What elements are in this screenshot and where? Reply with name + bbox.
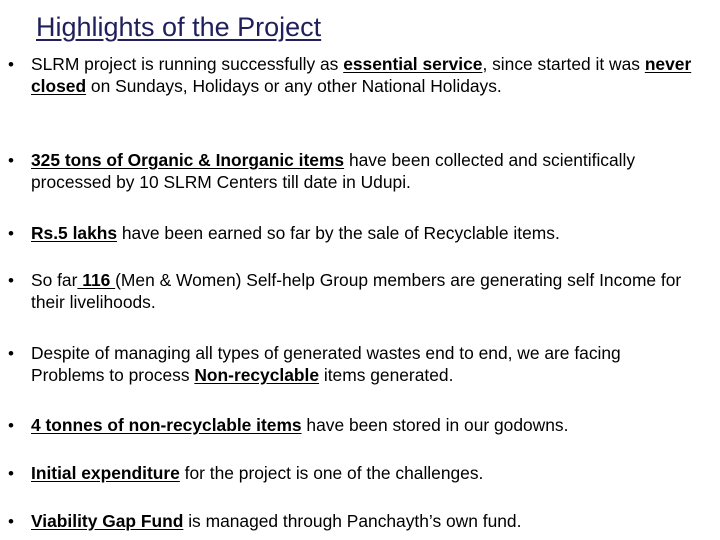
- bullet-dot: •: [8, 151, 14, 170]
- bullet-text: [31, 53, 696, 97]
- bullet-text: [31, 414, 696, 436]
- bullet-highlight: Rs.5 lakhs: [31, 223, 118, 243]
- bullet-text-part: is managed through Panchayth’s own fund.: [183, 511, 522, 531]
- bullet-text-part: on Sundays, Holidays or any other National Holidays.: [86, 76, 502, 96]
- bullet-text-part: have been stored in our godowns.: [301, 415, 569, 435]
- bullet-dot: •: [8, 55, 14, 74]
- bullet-text-part: for the project is one of the challenges.: [179, 463, 484, 483]
- bullet-text: [31, 342, 696, 386]
- bullet-dot: •: [8, 344, 14, 363]
- bullet-text: [31, 149, 696, 193]
- bullet-text-part: , since started it was: [482, 54, 645, 74]
- bullet-highlight: 325 tons of Organic & Inorganic items: [31, 150, 345, 170]
- bullet-text-part: So far: [31, 270, 78, 290]
- bullet-text: [31, 222, 696, 244]
- bullet-highlight: 116: [77, 270, 116, 290]
- bullet-dot: •: [8, 224, 14, 243]
- bullet-text-part: SLRM project is running successfully as: [31, 54, 344, 74]
- bullet-dot: •: [8, 464, 14, 483]
- bullet-highlight: Viability Gap Fund: [31, 511, 184, 531]
- bullet-highlight: never closed: [31, 54, 692, 96]
- bullet-dot: •: [8, 512, 14, 531]
- bullet-text: [31, 462, 696, 484]
- bullet-text-part: have been earned so far by the sale of Recyclable items.: [117, 223, 560, 243]
- bullet-text-part: (Men & Women) Self-help Group members are generating self Income for their livelihoods.: [31, 270, 682, 312]
- slide-title: Highlights of the Project: [36, 12, 322, 42]
- bullet-text-part: items generated.: [319, 365, 454, 385]
- bullet-text: [31, 510, 696, 532]
- bullet-highlight: Non-recyclable: [194, 365, 320, 385]
- bullet-highlight: essential service: [343, 54, 483, 74]
- bullet-text: [31, 269, 696, 313]
- bullet-highlight: 4 tonnes of non-recyclable items: [31, 415, 302, 435]
- bullet-text-part: have been collected and scientifically processed by 10 SLRM Centers till date in Udupi.: [31, 150, 636, 192]
- bullet-highlight: Initial expenditure: [31, 463, 180, 483]
- bullet-dot: •: [8, 416, 14, 435]
- bullet-text-part: Despite of managing all types of generated wastes end to end, we are facing Problems to process: [31, 343, 621, 385]
- bullet-dot: •: [8, 271, 14, 290]
